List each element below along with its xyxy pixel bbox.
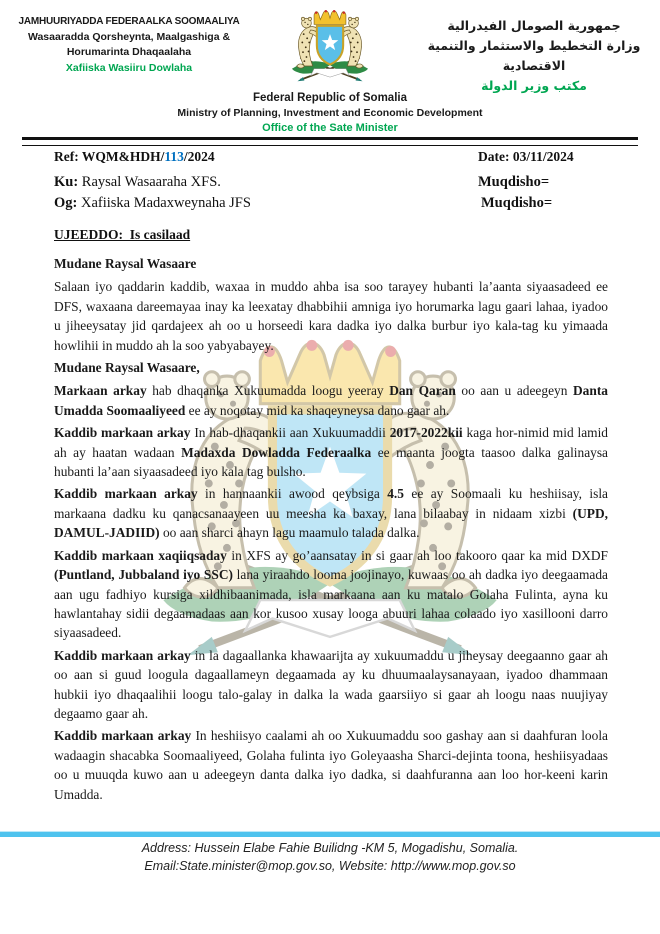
ministry-name-somali-1: Wasaaradda Qorsheynta, Maalgashiga & xyxy=(27,30,231,43)
from-city: Muqdisho= xyxy=(481,195,553,211)
ministry-name-somali-2: Horumarinta Dhaqaalaha xyxy=(66,46,192,58)
body-paragraph: Kaddib markaan arkay In heshiisyo caalami ah oo Xukuumaddu soo gashay aan si daahfuran loola wadaagin shacabka Soomaaliyeed, Golaha fulinta iyo Goleyaasha Sharci-dejinta toona, heshiisyadaas oo u muuqda kuwo aan u adeegeyn danta dalka iyo dadka, si daahfuranna aan loo hor-keeni karin Umadda. xyxy=(54,728,608,802)
letterhead-arabic xyxy=(418,16,650,96)
office-name-arabic: مكتب وزير الدولة xyxy=(481,78,587,93)
to-value: Raysal Wasaaraha XFS. xyxy=(81,174,221,190)
from-label: Og: xyxy=(54,195,78,211)
ref-number: 113 xyxy=(164,149,184,164)
body xyxy=(54,252,608,807)
letterhead-english xyxy=(0,91,660,135)
to-city: Muqdisho= xyxy=(478,174,550,190)
office-name-english: Office of the Sate Minister xyxy=(262,122,398,134)
subject-line: UJEEDDO: Is casilaad xyxy=(54,227,191,242)
salutation: Mudane Raysal Wasaare xyxy=(54,256,197,271)
footer xyxy=(0,839,660,875)
ref-year: /2024 xyxy=(183,149,215,164)
from-value: Xafiiska Madaxweynaha JFS xyxy=(80,195,251,211)
footer-divider xyxy=(0,831,660,837)
ministry-name-english: Ministry of Planning, Investment and Economic Development xyxy=(177,107,483,119)
office-name-somali: Xafiiska Wasiiru Dowlaha xyxy=(65,61,193,74)
reference-row xyxy=(54,149,610,165)
salutation: Mudane Raysal Wasaare, xyxy=(54,360,200,376)
ref-label: Ref: WQM&HDH/ xyxy=(54,149,165,164)
footer-contact: Email:State.minister@mop.gov.so, Website: http://www.mop.gov.so xyxy=(144,859,516,873)
footer-address: Address: Hussein Elabe Fahie Builidng -KM 5, Mogadishu, Somalia. xyxy=(141,841,519,855)
body-paragraph: Kaddib markaan arkay In hab-dhaqankii aan Xukuumaddii 2017-2022kii kaga hor-nimid mid lamid ah ay haatan wadaan Madaxda Dowladda Federaalka ee maanta joogta taasoo dalka galinaysa hubanti la’aan siyaasadeed iyo kala tag bulsho. xyxy=(54,425,608,480)
header-divider xyxy=(22,137,638,146)
coat-of-arms-emblem xyxy=(285,6,375,90)
ministry-name-arabic: وزارة التخطيط والاستثمار والتنمية الاقتصادية xyxy=(427,38,641,73)
letterhead-somali xyxy=(18,14,240,76)
to-label: Ku: xyxy=(54,174,79,190)
country-name-english: Federal Republic of Somalia xyxy=(252,92,407,104)
body-paragraph: Kaddib markaan xaqiiqsaday in XFS ay go’aansatay in si gaar ah loo takooro qaar ka mid DXDF (Puntland, Jubbaland iyo SSC) lana yiraahdo looma joojinayo, kuwaas oo ah dadka iyo deegaamada aan ugu fadhiyo kursiga xildhibaanimada, isla markaana aan ku matalo Golaha Fulinta, ayna ku hawlantahay sidii degaamadaas aan kor kusoo xusay looga abuuri lahaa colaado iyo xasillooni darro siyaasadeed. xyxy=(54,547,608,641)
body-paragraph: Kaddib markaan arkay in hannaankii awood qeybsiga 4.5 ee ay Soomaali ku heshiisay, isla markaana dadku ku qanacsanaayeen uu meesha ka baxay, lana bilaabay in nidaam xizbi (UPD, DAMUL-JADIID) oo aan sharci ahayn lagu maamulo talada dalka. xyxy=(54,486,608,541)
letter-date: Date: 03/11/2024 xyxy=(478,149,574,164)
to-row xyxy=(54,174,610,191)
body-paragraph: Markaan arkay hab dhaqanka Xukuumadda loogu yeeray Dan Qaran oo aan u adeegeyn Danta Umadda Soomaaliyeed ee ay noqotay mid ka shaqeyneysa dano gaar ah. xyxy=(54,383,608,418)
body-paragraph: Salaan iyo qaddarin kaddib, waxaa in muddo ahba isa soo tarayey hubanti la’aanta siyaasadeed ee DFS, waxaana dareemayaa inay ka leexatay dhabbihii amniga iyo horumarka lagu gaari lahaa, iyadoo u jiheeysatay jid qardajeex ah oo u horseedi kara dadka iyo dalka burbur iyo kala-tag ku yimaada howlihii in muddo ah la soo yabyabayey. xyxy=(54,279,608,353)
country-name-somali: JAMHUURIYADDA FEDERAALKA SOOMAALIYA xyxy=(18,16,240,27)
body-paragraph: Kaddib markaan arkay in la dagaallanka khawaarijta ay xukuumaddu u jiheysay deegaanno gaar ah oo aan si guud loogula dagaallameyn degaamada ay ku dhuumaalaysanayaan, iyadoo dhammaan hubkii iyo dhaqaalihii loogu talo-galay in dalka la wada gaarsiiyo si gaar ah loogu naas nuujiyay degaamo gaar ah. xyxy=(54,647,608,721)
from-row xyxy=(54,195,610,212)
country-name-arabic: جمهورية الصومال الفيدرالية xyxy=(447,18,621,33)
